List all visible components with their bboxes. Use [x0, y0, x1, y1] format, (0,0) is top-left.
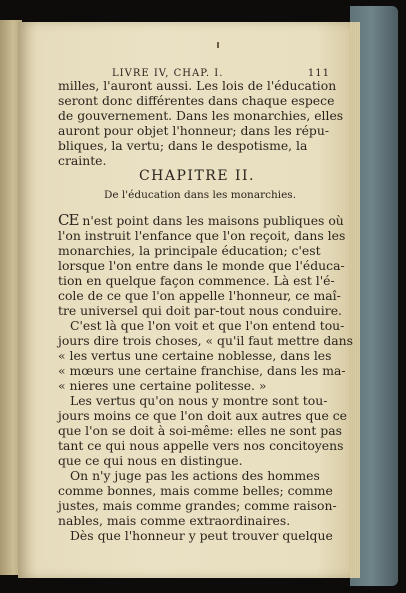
text-line: auront pour objet l'honneur; dans les répu- [58, 123, 330, 138]
text-line: que ce qui nous en distingue. [58, 453, 243, 468]
running-head-title: LIVRE IV, CHAP. I. [112, 68, 224, 79]
text-line: jours dire trois choses, « qu'il faut mettre dans [58, 333, 353, 348]
text-line: monarchies, la principale éducation; c'est [58, 243, 321, 258]
text-line: On n'y juge pas les actions des hommes [70, 468, 320, 483]
text-line: justes, mais comme grandes; comme raison- [58, 498, 337, 513]
text-line: nables, mais comme extraordinaires. [58, 513, 291, 528]
text-line: tant ce qui nous appelle vers nos concitoyens [58, 438, 344, 453]
text-line: cole de ce que l'on appelle l'honneur, ce maî- [58, 288, 341, 303]
text-line: comme bonnes, mais comme belles; comme [58, 483, 333, 498]
text-line: « nieres une certaine politesse. » [58, 378, 267, 393]
text-line: « mœurs une certaine franchise, dans les ma- [58, 363, 346, 378]
section-title: De l'éducation dans les monarchies. [103, 189, 297, 201]
text-line: l'on instruit l'enfance que l'on reçoit, dans les [58, 228, 346, 243]
chapter-title: CHAPITRE II. [138, 168, 256, 184]
text-line: seront donc différentes dans chaque espece [58, 93, 335, 108]
page-mark [217, 42, 219, 48]
text-line: « les vertus une certaine noblesse, dans les [58, 348, 332, 363]
text-line: Les vertus qu'on nous y montre sont tou- [70, 393, 328, 408]
text-line: que l'on se doit à soi-même: elles ne sont pas [58, 423, 342, 438]
text-line: tion en quelque façon commence. Là est l'é- [58, 273, 335, 288]
drop-cap: CE [58, 211, 79, 229]
text-line: C'est là que l'on voit et que l'on entend tou- [70, 318, 345, 333]
text-line-first: CE n'est point dans les maisons publiques où [58, 211, 344, 229]
text-line: crainte. [58, 153, 107, 168]
text-line: jours moins ce que l'on doit aux autres que ce [58, 408, 348, 423]
page-number: 111 [307, 68, 330, 79]
text-line: tre universel qui doit par-tout nous conduire. [58, 303, 342, 318]
text-line: Dès que l'honneur y peut trouver quelque [70, 528, 333, 543]
text-line: milles, l'auront aussi. Les lois de l'éducation [58, 78, 337, 93]
text-line: lorsque l'on entre dans le monde que l'éduca- [58, 258, 345, 273]
text-line: bliques, la vertu; dans le despotisme, la [58, 138, 308, 153]
text-line: de gouvernement. Dans les monarchies, elles [58, 108, 344, 123]
